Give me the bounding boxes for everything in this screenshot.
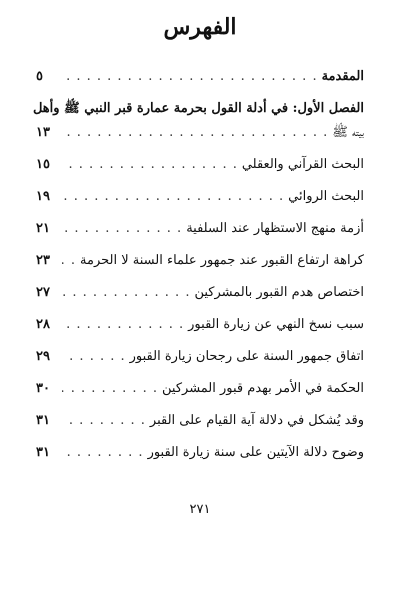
dot-leader (62, 68, 318, 86)
toc-entry (36, 156, 364, 174)
toc-page-number: ٢٩ (36, 349, 50, 364)
toc-page-number: ٣١ (36, 413, 50, 428)
toc-entry-text: الحكمة في الأمر بهدم قبور المشركين (162, 381, 364, 396)
dot-leader (62, 444, 144, 462)
toc-page-number: ١٥ (36, 157, 50, 172)
toc-page-number: ٣١ (36, 445, 50, 460)
toc-entry-text: اختصاص هدم القبور بالمشركين (194, 285, 364, 300)
toc-entry (36, 284, 364, 302)
toc-entry-text: كراهة ارتفاع القبور عند جمهور علماء السنة لا الحرمة (80, 253, 364, 268)
dot-leader (62, 316, 184, 334)
toc-page-number: ٣٠ (36, 381, 50, 396)
toc-entry (36, 348, 364, 366)
toc-entry (36, 412, 364, 430)
dot-leader (62, 284, 190, 302)
dot-leader (62, 380, 158, 398)
toc-entry-text: بيته ﷺ (332, 125, 364, 140)
toc-page-number: ١٣ (36, 125, 50, 140)
toc-page-number: ٥ (36, 69, 43, 84)
toc-page-number: ٢٣ (36, 253, 50, 268)
dot-leader (62, 348, 126, 366)
toc-entry-chapter-one (32, 100, 364, 142)
toc-page-number: ٢٧ (36, 285, 50, 300)
toc-page-number: ٢١ (36, 221, 50, 236)
toc-chapter-heading: الفصل الأول: في أدلة القول بحرمة عمارة قبر النبي ﷺ وأهل (32, 101, 364, 116)
dot-leader (62, 252, 76, 270)
dot-leader (62, 220, 182, 238)
page-title: الفهرس (163, 14, 237, 40)
table-of-contents (32, 68, 364, 476)
dot-leader (62, 188, 284, 206)
toc-entry-text: وضوح دلالة الآيتين على سنة زيارة القبور (147, 445, 364, 460)
dot-leader (62, 412, 146, 430)
dot-leader (62, 156, 238, 174)
toc-entry-text: أزمة منهج الاستظهار عند السلفية (186, 221, 364, 236)
toc-entry-text: اتفاق جمهور السنة على رجحان زيارة القبور (129, 349, 364, 364)
toc-entry-text: البحث الروائي (288, 189, 364, 204)
toc-entry (36, 316, 364, 334)
toc-entry (36, 252, 364, 270)
toc-entry (36, 188, 364, 206)
toc-page-number: ١٩ (36, 189, 50, 204)
toc-entry (36, 444, 364, 462)
toc-page-number: ٢٨ (36, 317, 50, 332)
toc-entry-text: سبب نسخ النهي عن زيارة القبور (188, 317, 364, 332)
page-number-footer: ٢٧١ (189, 502, 211, 517)
toc-entry (36, 380, 364, 398)
toc-entry-text: البحث القرآني والعقلي (241, 157, 364, 172)
toc-entry-intro (36, 68, 364, 86)
toc-entry-text: المقدمة (321, 69, 364, 84)
toc-entry (36, 220, 364, 238)
toc-entry-text: وقد يُشكل في دلالة آية القيام على القبر (149, 413, 364, 428)
dot-leader (62, 124, 328, 142)
